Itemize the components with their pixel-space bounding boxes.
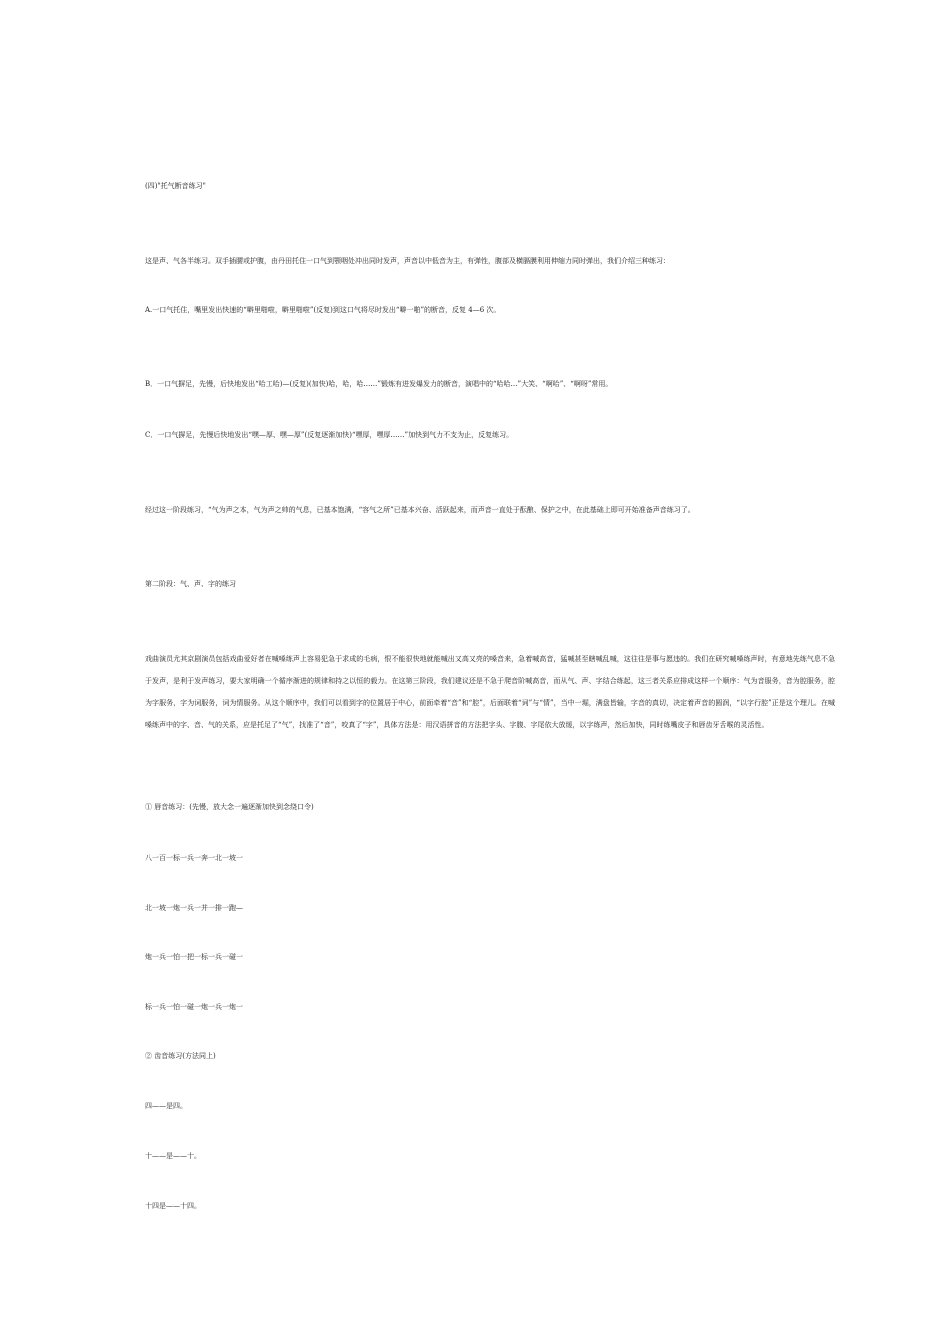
teeth-practice-title: ② 齿音练习(方法同上) [145,1052,216,1060]
exercise-c: C．一口气摒足，先慢后快地发出“嘿—厚、嘿—厚”(反复逐渐加快)“嘿厚，嘿厚……”加快到气力不支为止，反复练习。 [145,431,514,439]
lip-line: 标一兵一怕一碰一炮一兵一炮一 [145,1003,243,1011]
teeth-line: 十四是——十四。 [145,1202,201,1210]
teeth-line: 四——是四。 [145,1102,187,1110]
lip-line: 炮一兵一怕一把一标一兵一碰一 [145,953,243,961]
lip-line: 八一百一标一兵一奔一北一坡一 [145,854,243,862]
teeth-line: 十——是——十。 [145,1152,201,1160]
exercise-a: A.一口气托住，嘴里发出快速的“噼里啪啦，噼里啪啦”(反复)到这口气将尽时发出“噼一啪”的断音，反复 4—6 次。 [145,306,501,314]
lip-line: 北一坡一炮一兵一并一排一跑— [145,904,243,912]
stage2-body: 戏曲演员尤其京剧演员包括戏曲爱好者在喊嗓练声上容易犯急于求成的毛病，恨不能很快地就能喊出又高又亮的嗓音来，急着喊高音，猛喊甚至瞎喊乱喊，这往往是事与愿违的。我们在研究喊嗓练声时，有意地先练气息不急于发声，是利于发声练习，要大家明确一个循序渐进的规律和持之以恒的毅力。在这第三阶段，我们建议还是不急于爬音阶喊高音，而从气、声、字结合练起，这三者关系应排成这样一个顺序：气为音服务，音为腔服务，腔为字服务，字为词服务，词为情服务。从这个顺序中，我们可以看到字的位置居于中心，前面牵着“音”和“腔”，后面联着“词”与“情”，当中一堀，满盘皆输，字音的真切，决定着声音的圆润，“以字行腔”正是这个理儿。在喊嗓练声中的字、音、气的关系，应是托足了“气”，找准了“音”，咬真了“字”，具体方法是：用汉语拼音的方法把字头、字腹、字尾依大放缓，以字练声，然后加快，同时练嘴皮子和唇齿牙舌喉的灵活性。 [145,655,835,729]
stage2-title: 第二阶段：气、声、字的练习 [145,580,236,588]
section-heading-4: (四)"托气断音练习" [145,182,206,190]
summary-paragraph: 经过这一阶段练习，“气为声之本，气为声之帅的气息，已基本饱满，“容气之所”已基本兴奋、活跃起来，而声音一直处于酝酿、保护之中，在此基础上即可开始准备声音练习了。 [145,506,695,514]
lip-practice-title: ① 唇音练习：(先慢，放大念一遍逐渐加快到念绕口令) [145,803,314,811]
exercise-b: B．一口气摒足，先慢，后快地发出“哈工哈)—(反复)(加快)哈，哈，哈……”锻炼有进发爆发力的断音，演唱中的“哈哈…”大笑、“啊哈”、“啊呀”常用。 [145,380,613,388]
intro-paragraph: 这是声、气各半练习。双手插腰或护腹，由丹田托住一口气到颚咽处冲出同时发声，声音以中低音为主，有弹性，腹部及横膈膜利用伸缩力同时弹出，我们介绍三种练习： [145,257,670,265]
